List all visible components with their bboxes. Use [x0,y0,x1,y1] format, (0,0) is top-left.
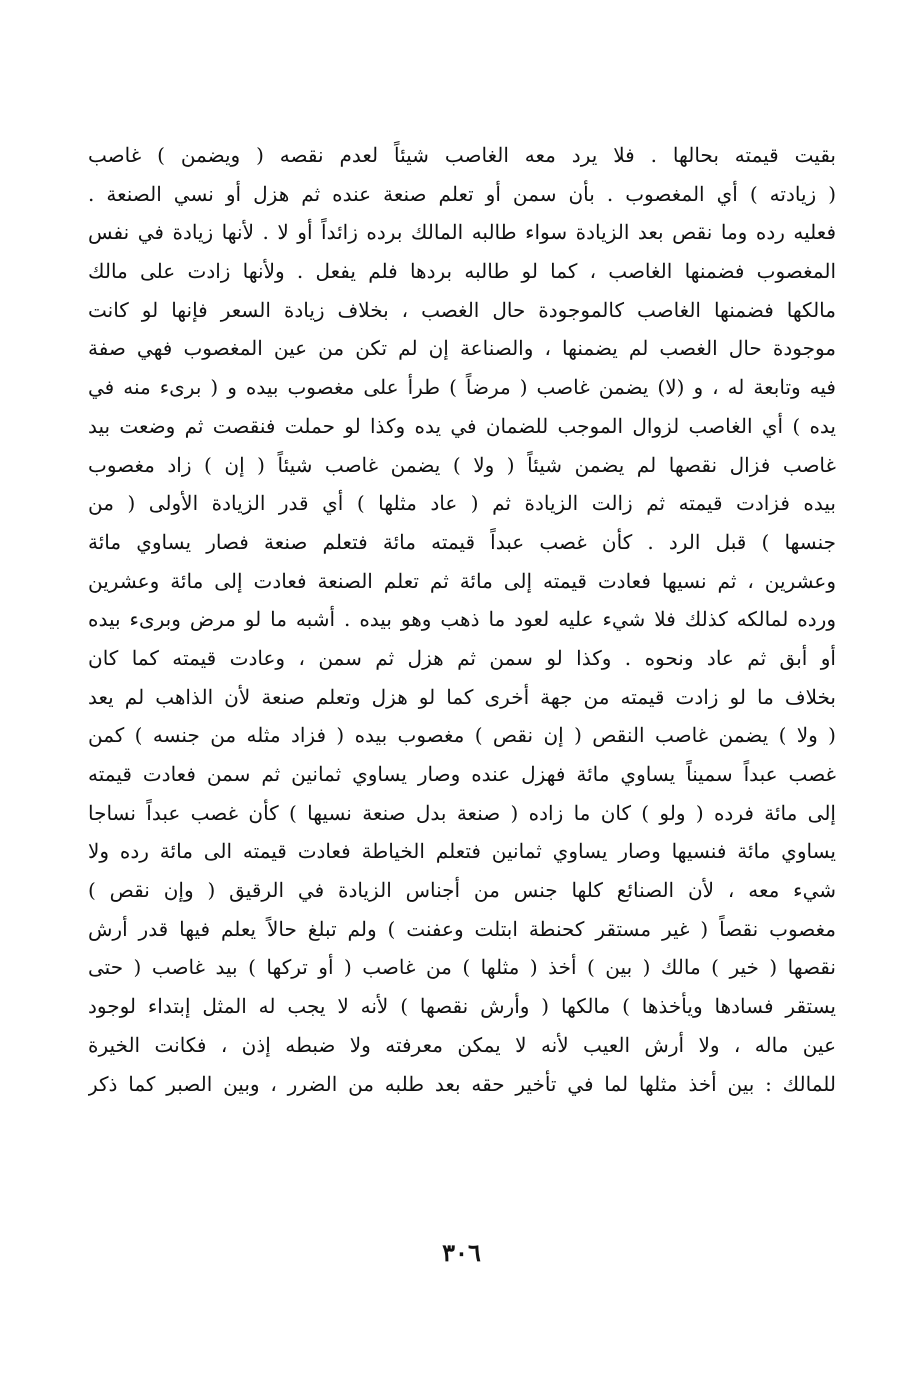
text-line: وعشرين ، ثم نسيها فعادت قيمته إلى مائة ثم تعلم الصنعة فعادت إلى مائة وعشرين [88,568,836,593]
text-line: إلى مائة فرده ( ولو ) كان ما زاده ( صنعة بدل صنعة نسيها ) كأن غصب عبداً نساجا [88,800,836,825]
text-line: مغصوب نقصاً ( غير مستقر كحنطة ابتلت وعفنت ) ولم تبلغ حالاً يعلم فيها قدر أرش [88,916,836,941]
text-line: يستقر فسادها ويأخذها ) مالكها ( وأرش نقصها ) لأنه لا يجب له المثل إبتداء لوجود [88,994,836,1019]
text-line: يساوي مائة فنسيها وصار يساوي ثمانين فتعلم الخياطة فعادت قيمته الى مائة رده ولا [88,839,836,864]
text-line: موجودة حال الغصب لم يضمنها ، والصناعة إن لم تكن من عين المغصوب فهي صفة [88,336,836,361]
text-line: ورده لمالكه كذلك فلا شيء عليه لعود ما ذهب وهو بيده . أشبه ما لو مرض وبرىء بيده [88,607,836,632]
text-line: غاصب فزال نقصها لم يضمن شيئاً ( ولا ) يضمن غاصب شيئاً ( إن ) زاد مغصوب [88,452,836,477]
text-line: للمالك : بين أخذ مثلها لما في تأخير حقه بعد طلبه من الضرر ، وبين الصبر كما ذكر [88,1071,836,1096]
text-line: بقيت قيمته بحالها . فلا يرد معه الغاصب شيئاً لعدم نقصه ( ويضمن ) غاصب [88,143,836,167]
text-line: بخلاف ما لو زادت قيمته من جهة أخرى كما لو هزل وتعلم صنعة لأن الذاهب لم يعد [88,684,836,709]
text-line: أو أبق ثم عاد ونحوه . وكذا لو سمن ثم هزل ثم سمن ، وعادت قيمته كما كان [88,645,836,670]
text-line: مالكها فضمنها الغاصب كالموجودة حال الغصب ، بخلاف زيادة السعر فإنها لو كانت [88,297,836,322]
text-line: المغصوب فضمنها الغاصب ، كما لو طالبه بردها فلم يفعل . ولأنها زادت على مالك [88,259,836,284]
text-line: جنسها ) قبل الرد . كأن غصب عبداً قيمته مائة فتعلم صنعة فصار يساوي مائة [88,529,836,554]
text-line: يده ) أي الغاصب لزوال الموجب للضمان في يده وكذا لو حملت فنقصت ثم وضعت بيد [88,413,836,438]
page-number: ٣٠٦ [442,1238,481,1267]
text-line: ( ولا ) يضمن غاصب النقص ( إن نقص ) مغصوب بيده ( فزاد مثله من جنسه ) كمن [88,723,836,748]
text-line: ( زيادته ) أي المغصوب . بأن سمن أو تعلم صنعة عنده ثم هزل أو نسي الصنعة . [88,181,836,206]
text-line: فعليه رده وما نقص بعد الزيادة سواء طالبه المالك برده زائداً أو لا . لأنها زيادة في نفس [88,220,836,245]
text-line: بيده فزادت قيمته ثم زالت الزيادة ثم ( عاد مثلها ) أي قدر الزيادة الأولى ( من [88,491,836,516]
text-line: شيء معه ، لأن الصنائع كلها جنس من أجناس الزيادة في الرقيق ( وإن نقص ) [88,878,836,903]
text-line: نقصها ( خير ) مالك ( بين ) أخذ ( مثلها ) من غاصب ( أو تركها ) بيد غاصب ( حتى [88,955,836,980]
body-text [88,136,836,1103]
text-line: فيه وتابعة له ، و (لا) يضمن غاصب ( مرضاً ) طرأ على مغصوب بيده و ( برىء منه في [88,375,836,400]
text-line: غصب عبداً سميناً يساوي مائة فهزل عنده وصار يساوي ثمانين ثم سمن فعادت قيمته [88,762,836,786]
text-line: عين ماله ، ولا أرش العيب لأنه لا يمكن معرفته ولا ضبطه إذن ، فكانت الخيرة [88,1032,836,1057]
